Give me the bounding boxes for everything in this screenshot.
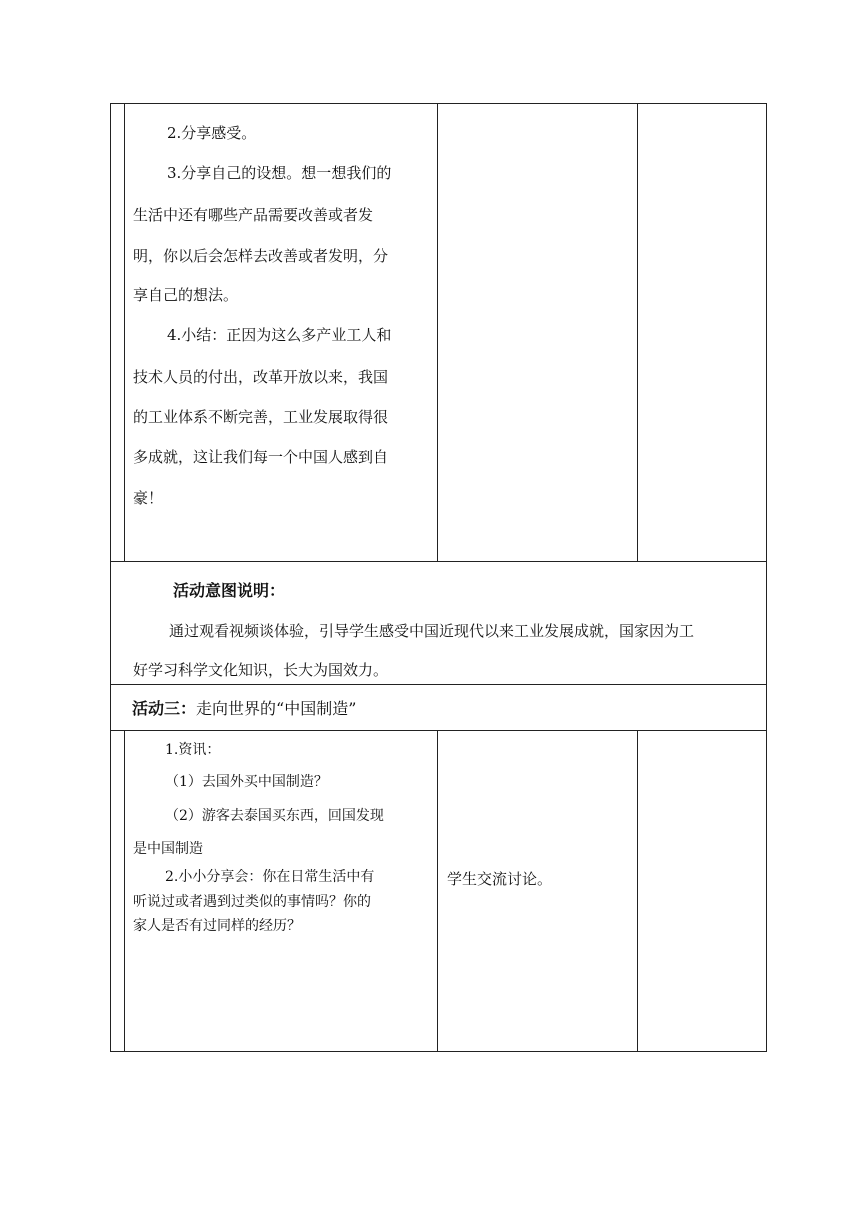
text-line: 2.分享感受。 bbox=[167, 124, 257, 142]
activity-intent-text: 通过观看视频谈体验，引导学生感受中国近现代以来工业发展成就，国家因为工 bbox=[169, 622, 695, 640]
activity-intent-text: 好学习科学文化知识，长大为国效力。 bbox=[133, 661, 389, 679]
text-line: 听说过或者遇到过类似的事情吗？你的 bbox=[133, 894, 371, 910]
text-line: 1.资讯： bbox=[165, 742, 221, 758]
top-right-cell bbox=[639, 104, 765, 561]
table-right-border bbox=[766, 103, 767, 1052]
bottom-middle-cell bbox=[439, 731, 636, 1051]
text-line: （1）去国外买中国制造？ bbox=[165, 774, 328, 790]
text-line: 明，你以后会怎样去改善或者发明，分 bbox=[133, 247, 389, 265]
text-line: 多成就，这让我们每一个中国人感到自 bbox=[133, 448, 389, 466]
bottom-right-cell bbox=[639, 731, 765, 1051]
text-line: 的工业体系不断完善，工业发展取得很 bbox=[133, 408, 389, 426]
text-line: 生活中还有哪些产品需要改善或者发 bbox=[133, 206, 374, 224]
activity-three-title-label: 活动三： bbox=[132, 699, 197, 718]
column-divider bbox=[437, 731, 438, 1052]
bottom-left-cell bbox=[126, 731, 437, 1051]
column-divider bbox=[637, 103, 638, 562]
text-line: （2）游客去泰国买东西，回国发现 bbox=[165, 808, 384, 824]
activity-three-title-text: 走向世界的“中国制造” bbox=[196, 699, 357, 718]
text-line: 3.分享自己的设想。想一想我们的 bbox=[167, 164, 392, 182]
text-line: 2.小小分享会：你在日常生活中有 bbox=[165, 869, 375, 885]
table-inner-left-border bbox=[124, 103, 125, 562]
text-line: 技术人员的付出，改革开放以来，我国 bbox=[133, 368, 389, 386]
activity-three-header bbox=[111, 685, 766, 730]
student-activity-text: 学生交流讨论。 bbox=[447, 870, 553, 888]
column-divider bbox=[437, 103, 438, 562]
activity-intent-section bbox=[111, 562, 766, 684]
text-line: 4.小结：正因为这么多产业工人和 bbox=[167, 326, 392, 344]
text-line: 是中国制造 bbox=[133, 841, 203, 857]
text-line: 豪！ bbox=[133, 489, 164, 507]
column-divider bbox=[637, 731, 638, 1052]
table-inner-left-border bbox=[124, 731, 125, 1052]
activity-intent-heading: 活动意图说明： bbox=[173, 581, 286, 600]
text-line: 家人是否有过同样的经历？ bbox=[133, 918, 301, 934]
top-middle-cell bbox=[439, 104, 636, 561]
activity-three-title bbox=[132, 696, 356, 719]
top-left-cell bbox=[126, 104, 437, 561]
table-bottom-border bbox=[110, 1051, 766, 1052]
text-line: 享自己的想法。 bbox=[133, 286, 239, 304]
